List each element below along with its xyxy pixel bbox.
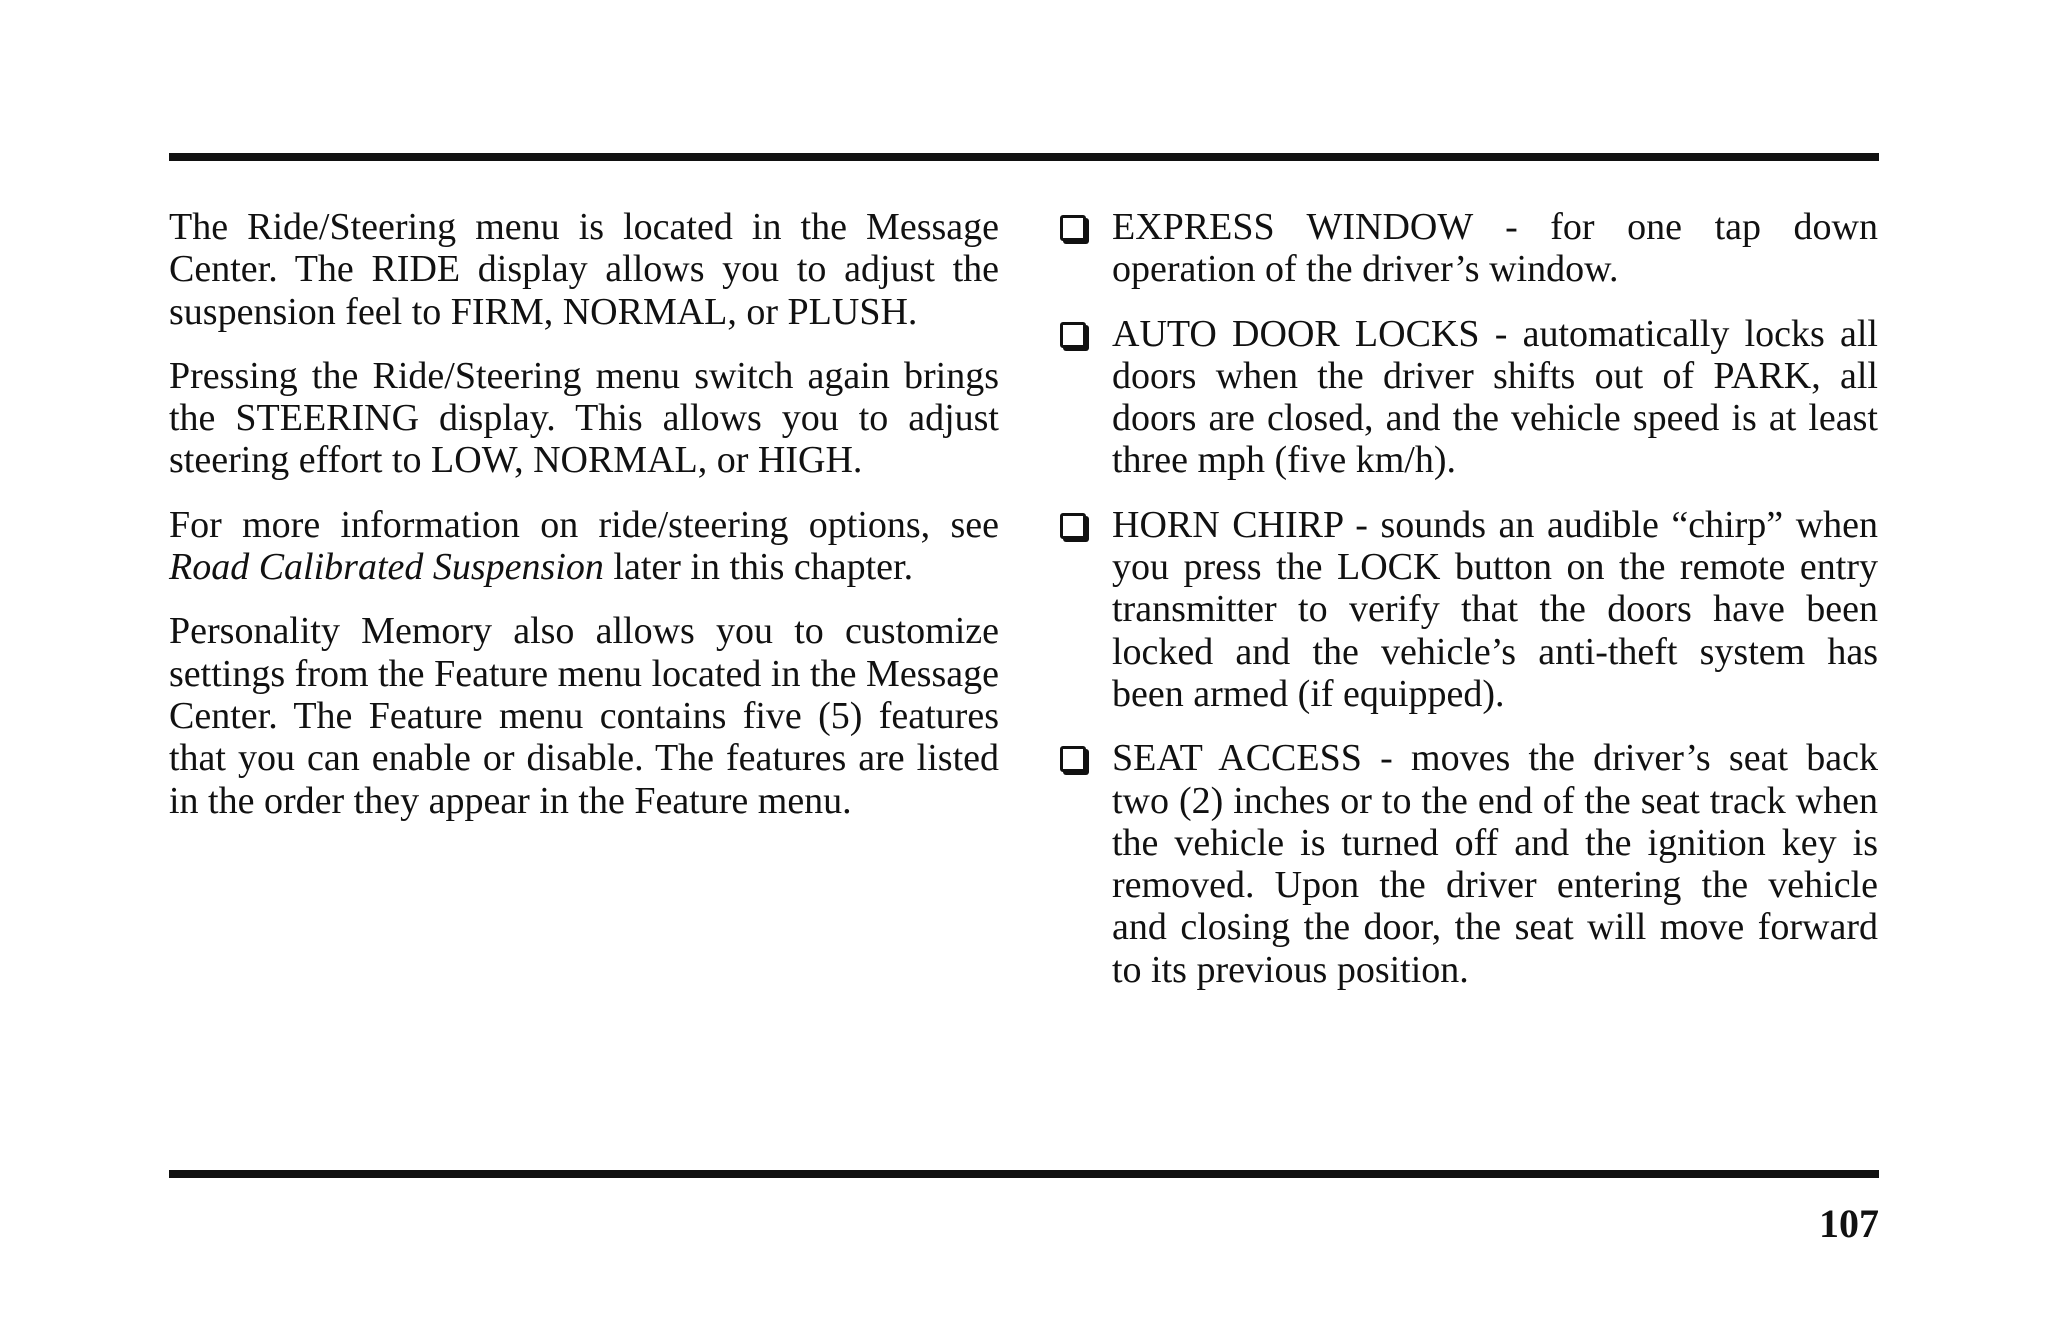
page-number: 107 — [1819, 1201, 1879, 1246]
feature-item-seat-access — [1060, 737, 1878, 991]
feature-text: HORN CHIRP - sounds an audible “chirp” when you press the LOCK button on the remote entry transmitter to verify that the doors have been locked and the vehicle’s anti-theft system has been armed (if equipped). — [1112, 503, 1878, 715]
checkbox-icon — [1060, 513, 1086, 539]
more-info-text-after: later in this chapter. — [603, 546, 914, 589]
feature-item-express-window — [1060, 206, 1878, 291]
feature-text: AUTO DOOR LOCKS - automatically locks all doors when the driver shifts out of PARK, all doors are closed, and the vehicle speed is at least three mph (five km/h). — [1112, 312, 1878, 482]
feature-list — [1060, 206, 1878, 1013]
left-column — [169, 206, 999, 844]
bottom-rule — [169, 1170, 1879, 1178]
paragraph-personality-memory: Personality Memory also allows you to customize settings from the Feature menu located in the Message Center. The Feature menu contains five (5) features that you can enable or disable. The features are listed in the order they appear in the Feature menu. — [169, 610, 999, 822]
checkbox-icon — [1060, 322, 1086, 348]
checkbox-icon — [1060, 215, 1086, 241]
top-rule — [169, 153, 1879, 161]
checkbox-icon — [1060, 746, 1086, 772]
feature-item-horn-chirp — [1060, 504, 1878, 715]
more-info-text-before: For more information on ride/steering options, see — [169, 503, 999, 546]
feature-text: EXPRESS WINDOW - for one tap down operation of the driver’s window. — [1112, 206, 1878, 291]
feature-item-auto-door-locks — [1060, 313, 1878, 482]
road-calibrated-suspension-reference: Road Calibrated Suspension — [169, 546, 604, 589]
paragraph-ride-menu: The Ride/Steering menu is located in the Message Center. The RIDE display allows you to adjust the suspension feel to FIRM, NORMAL, or PLUSH. — [169, 206, 999, 333]
paragraph-steering-display: Pressing the Ride/Steering menu switch again brings the STEERING display. This allows you to adjust steering effort to LOW, NORMAL, or HIGH. — [169, 354, 999, 482]
feature-text: SEAT ACCESS - moves the driver’s seat back two (2) inches or to the end of the seat track when the vehicle is turned off and the ignition key is removed. Upon the driver entering the vehicle and closing the door, the seat will move forward to its previous position. — [1112, 737, 1878, 991]
paragraph-more-information — [169, 504, 999, 589]
